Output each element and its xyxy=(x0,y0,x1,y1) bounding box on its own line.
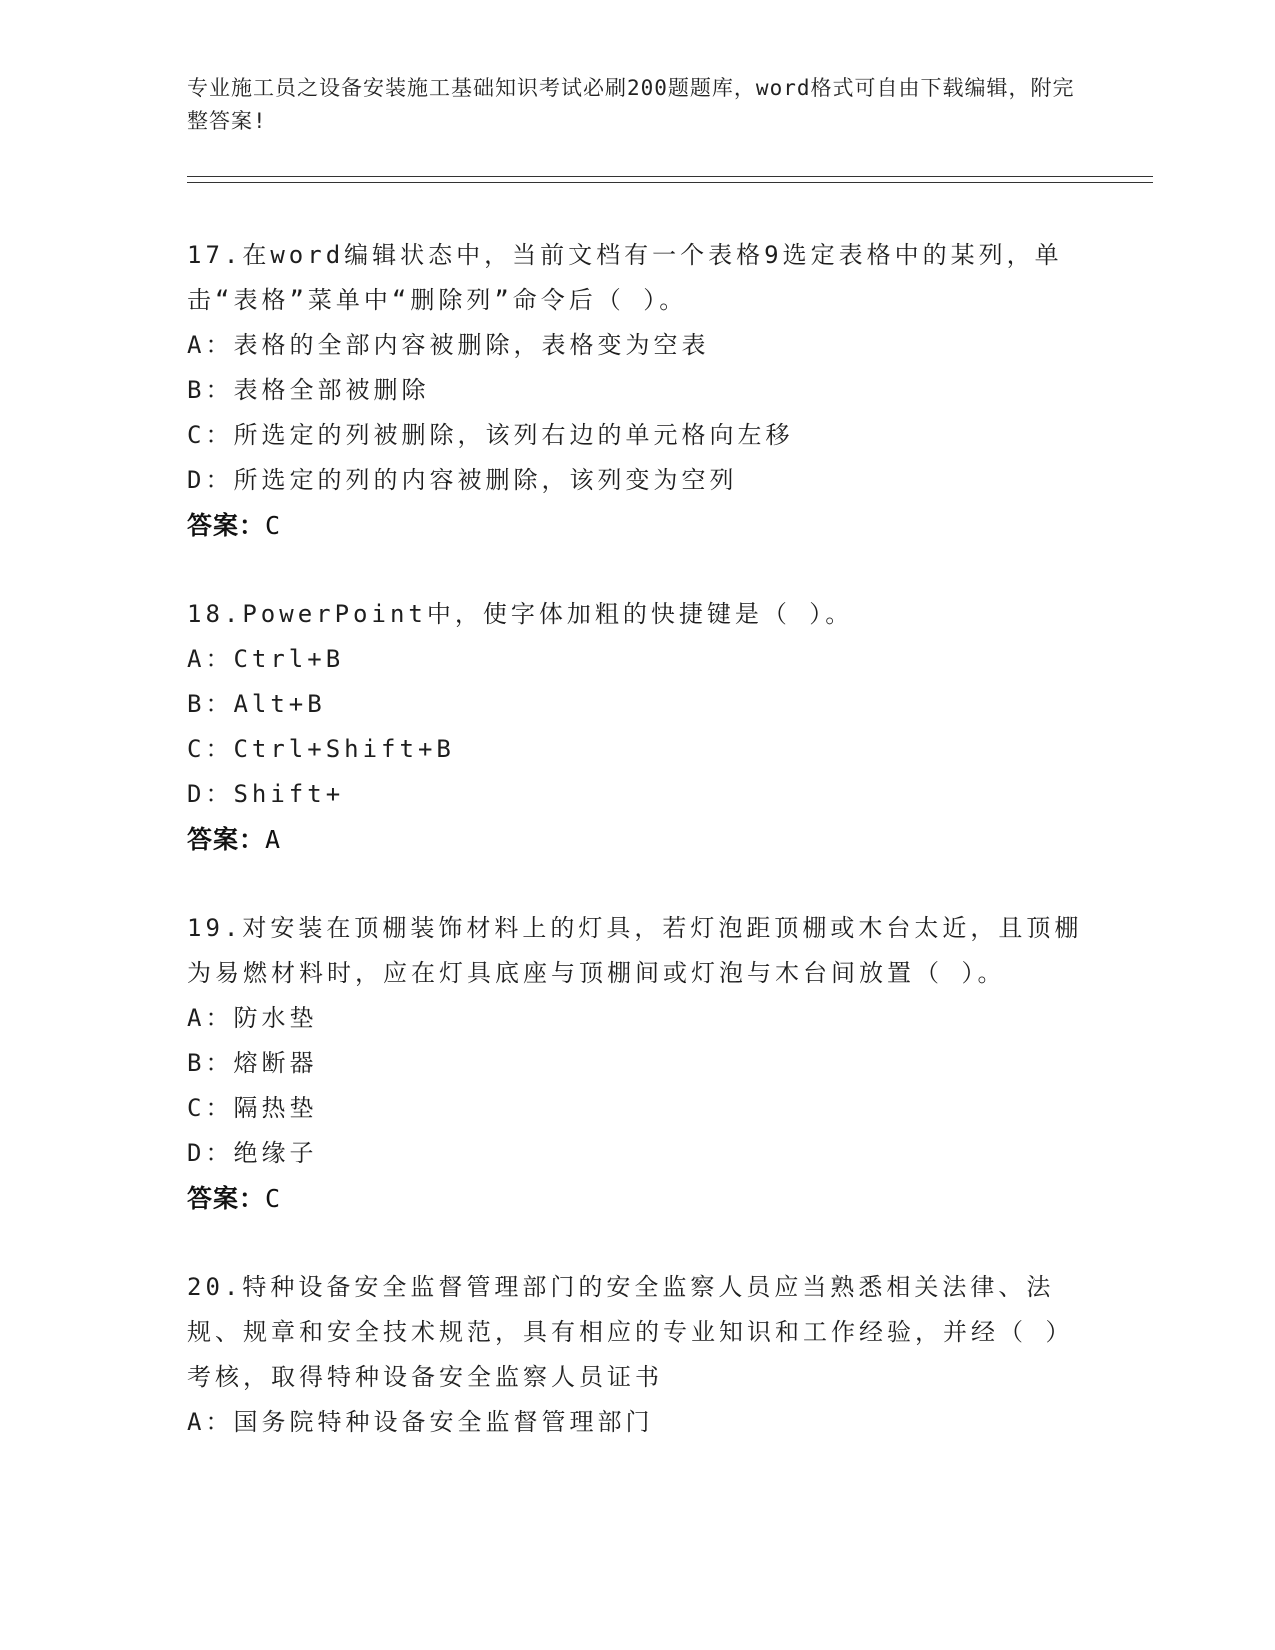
option-a: A：表格的全部内容被删除，表格变为空表 xyxy=(187,331,710,359)
answer-value: A xyxy=(265,825,282,854)
document-header: 专业施工员之设备安装施工基础知识考试必刷200题题库，word格式可自由下载编辑，附完整答案! xyxy=(187,76,1075,133)
answer xyxy=(187,817,1087,862)
option-b: B：Alt+B xyxy=(187,690,326,718)
answer-value: C xyxy=(265,511,282,540)
question-20 xyxy=(187,1265,1087,1445)
option-b: B：表格全部被删除 xyxy=(187,376,430,404)
option-d: D：绝缘子 xyxy=(187,1139,318,1167)
question-17 xyxy=(187,233,1087,548)
option-c: C：所选定的列被删除，该列右边的单元格向左移 xyxy=(187,421,794,449)
question-stem: 19.对安装在顶棚装饰材料上的灯具，若灯泡距顶棚或木台太近，且顶棚为易燃材料时，应在灯具底座与顶棚间或灯泡与木台间放置（ ）。 xyxy=(187,914,1083,987)
header-divider-top xyxy=(187,176,1153,177)
option-a: A：防水垫 xyxy=(187,1004,318,1032)
option-d: D：Shift+ xyxy=(187,780,345,808)
option-d: D：所选定的列的内容被删除，该列变为空列 xyxy=(187,466,738,494)
answer-label: 答案： xyxy=(187,511,266,540)
option-a: A：Ctrl+B xyxy=(187,645,345,673)
header-divider-bottom xyxy=(187,182,1153,183)
answer xyxy=(187,503,1087,548)
question-list xyxy=(187,233,1087,1489)
option-b: B：熔断器 xyxy=(187,1049,318,1077)
question-19 xyxy=(187,906,1087,1221)
option-a: A：国务院特种设备安全监督管理部门 xyxy=(187,1408,654,1436)
question-18 xyxy=(187,592,1087,862)
option-c: C：隔热垫 xyxy=(187,1094,318,1122)
answer-label: 答案： xyxy=(187,1184,266,1213)
question-stem: 18.PowerPoint中，使字体加粗的快捷键是（ ）。 xyxy=(187,600,854,628)
answer-label: 答案： xyxy=(187,825,266,854)
question-stem: 17.在word编辑状态中，当前文档有一个表格9选定表格中的某列，单击“表格”菜单中“删除列”命令后（ ）。 xyxy=(187,241,1063,314)
answer-value: C xyxy=(265,1184,282,1213)
option-c: C：Ctrl+Shift+B xyxy=(187,735,455,763)
answer xyxy=(187,1176,1087,1221)
question-stem: 20.特种设备安全监督管理部门的安全监察人员应当熟悉相关法律、法规、规章和安全技术规范，具有相应的专业知识和工作经验，并经（ ）考核，取得特种设备安全监察人员证书 xyxy=(187,1273,1074,1391)
